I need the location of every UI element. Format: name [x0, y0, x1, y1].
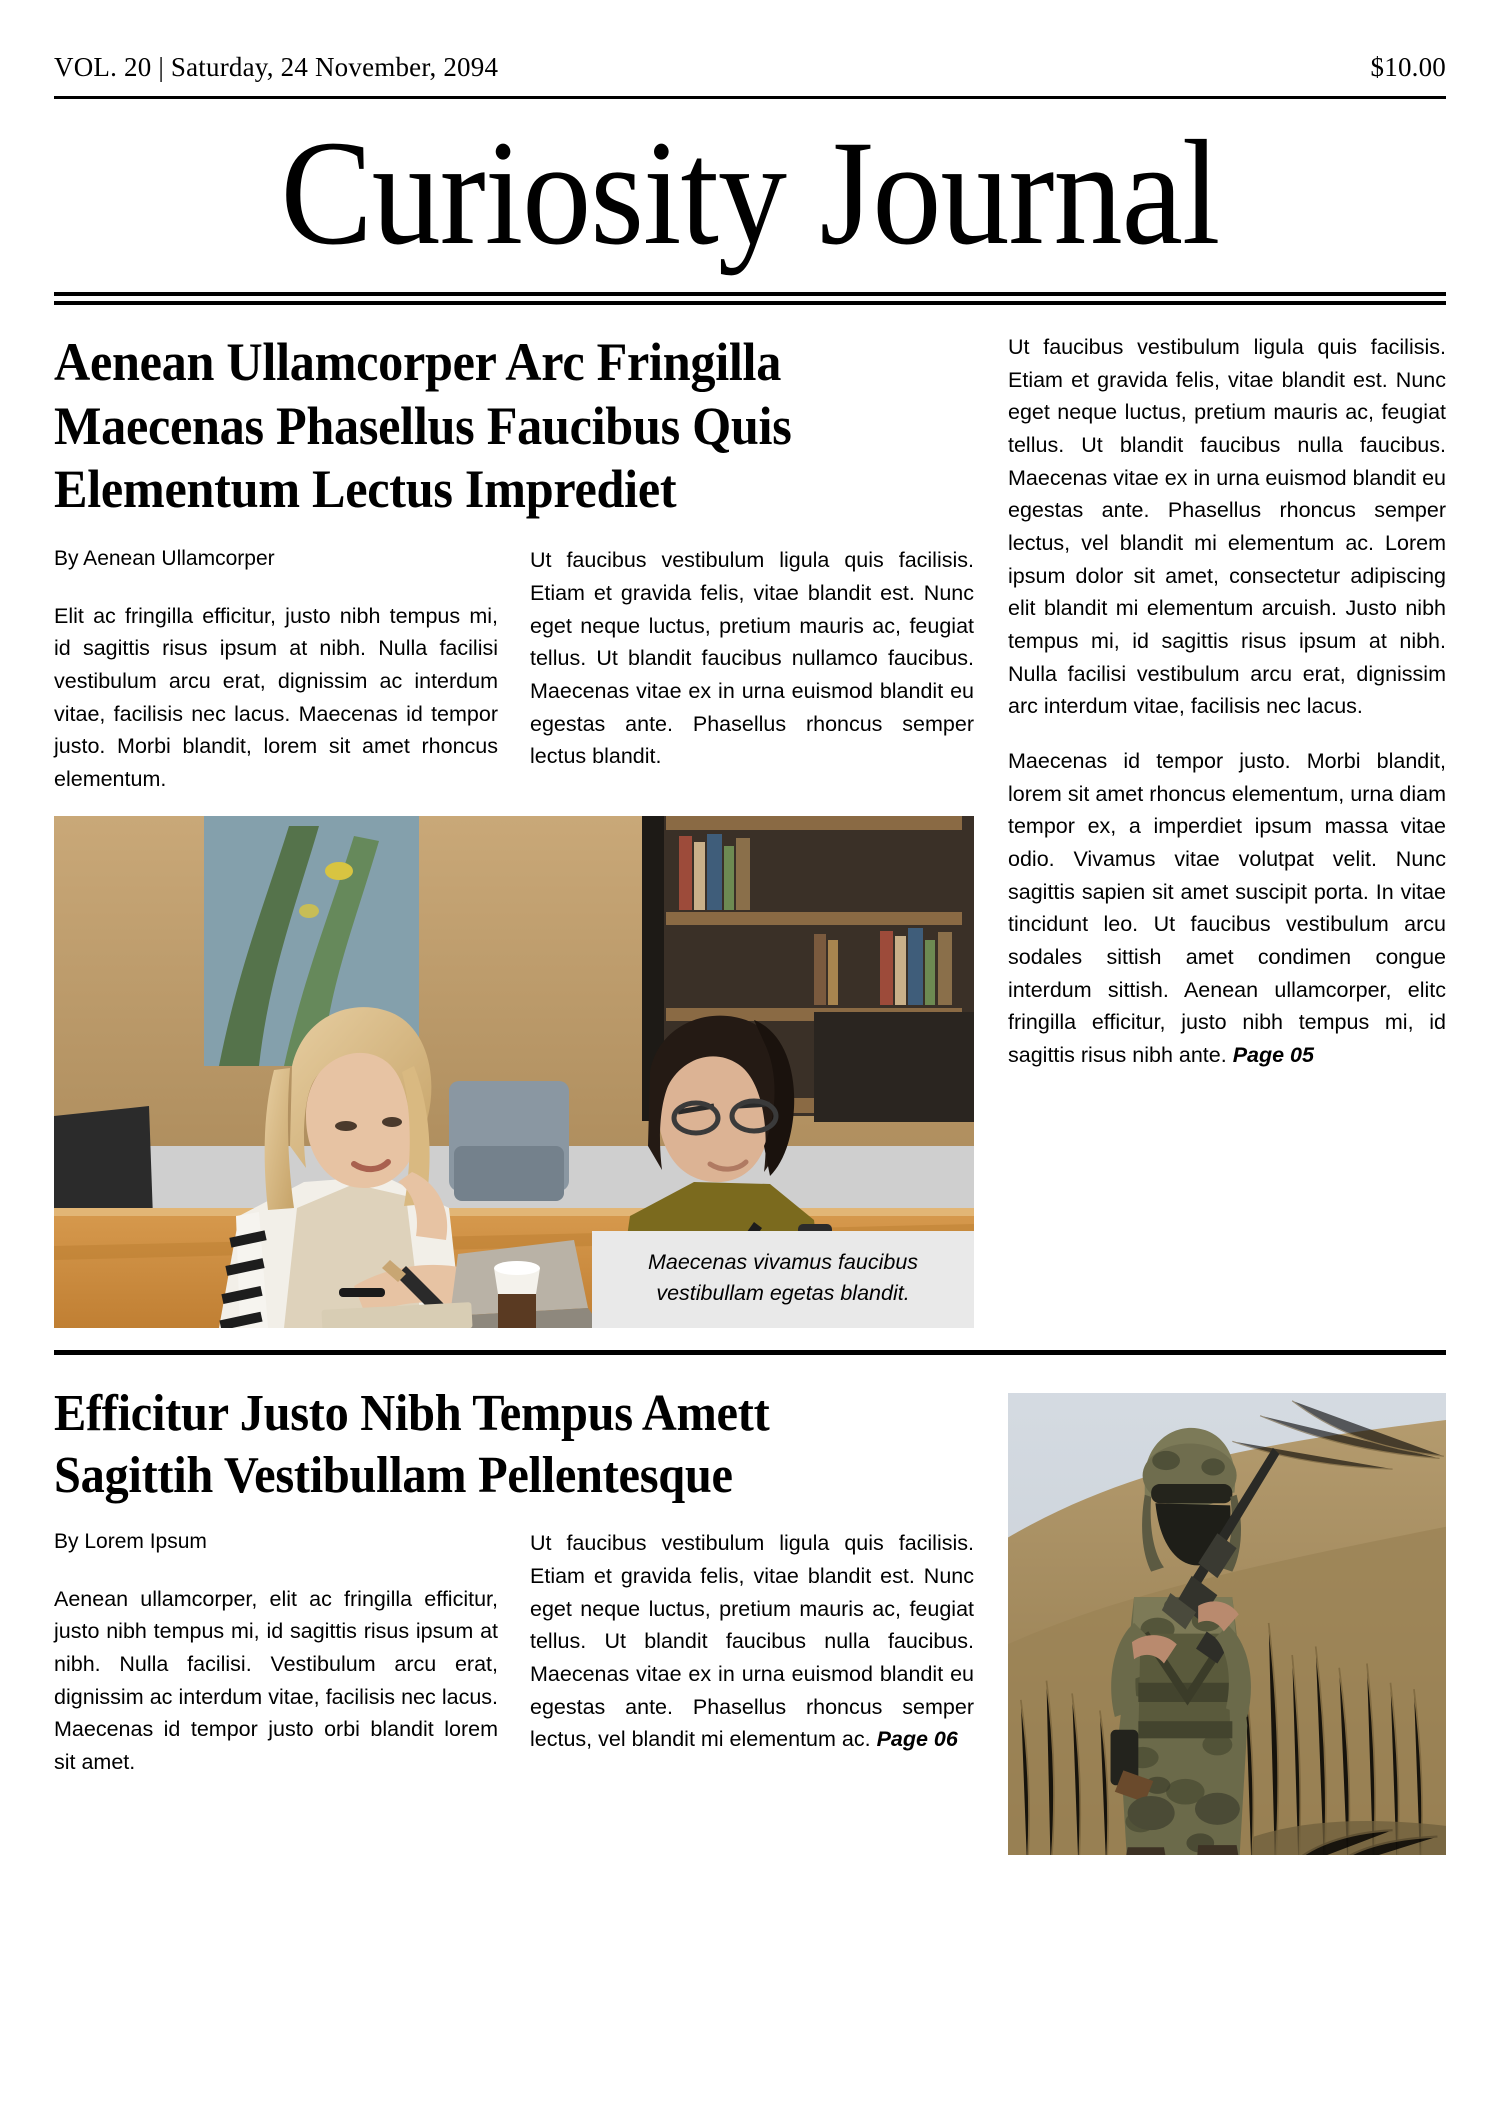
- lead-article-photo-caption: Maecenas vivamus faucibus vestibullam egetas blandit.: [592, 1231, 974, 1327]
- second-article-paragraph-text: Ut faucibus vestibulum ligula quis facilisis. Etiam et gravida felis, vitae blandit est. Nunc eget neque luctus, pretium mauris ac, feugiat tellus. Ut blandit faucibus nulla faucibus. Maecenas vitae ex in urna euismod blandit eu egestas ante. Phasellus rhoncus semper lectus, vel blandit mi elementum ac.: [530, 1531, 974, 1752]
- lead-article-main-block: [54, 331, 974, 1328]
- lead-article-paragraph: Elit ac fringilla efficitur, justo nibh tempus mi, id sagittis risus ipsum at nibh. Nulla facilisi vestibulum arcu erat, dignissim ac interdum vitae, facilisis nec lacus. Maecenas id tempor justo. Morbi blandit, lorem sit amet rhoncus elementum.: [54, 603, 498, 791]
- lead-article-photo: [54, 816, 974, 1328]
- second-article-byline: By Lorem Ipsum: [54, 1530, 207, 1554]
- lead-article-column-3: [1008, 331, 1446, 1328]
- lead-article-jump-reference[interactable]: Page 05: [1232, 1043, 1314, 1068]
- lead-article-headline: Aenean Ullamcorper Arc Fringilla Maecenas Phasellus Faucibus Quis Elementum Lectus Imprediet: [54, 332, 792, 520]
- lead-article-paragraph-text: Maecenas id tempor justo. Morbi blandit, lorem sit amet rhoncus elementum, urna diam tempor ex, a imperdiet ipsum massa vitae odio. Vivamus vitae volutpat velit. Nunc sagittis sapien sit amet suscipit porta. In vitae tincidunt leo. Ut faucibus vestibulum arcu sodales sittish amet condimen congue interdum sittish. Aenean ullamcorper, elitc fringilla efficitur, justo nibh tempus mi, id sagittis risus nibh ante.: [1008, 749, 1446, 1068]
- second-article-headline: Efficitur Justo Nibh Tempus Amett Sagittih Vestibullam Pellentesque: [54, 1384, 770, 1504]
- second-article-photo: [1008, 1393, 1446, 1855]
- volume-date-text: VOL. 20 | Saturday, 24 November, 2094: [54, 52, 499, 82]
- masthead-bottom-double-rule: [54, 292, 1446, 305]
- lead-article: [54, 305, 1446, 1328]
- article-divider-wrap: [54, 1328, 1446, 1355]
- masthead-top-rule: [54, 96, 1446, 99]
- lead-article-column-2: [530, 544, 974, 795]
- lead-article-paragraph-with-jump: [1008, 745, 1446, 1072]
- lead-article-columns: [54, 544, 974, 795]
- second-article-jump-reference[interactable]: Page 06: [876, 1727, 958, 1752]
- second-article: [54, 1355, 1446, 1855]
- lead-article-paragraph: Ut faucibus vestibulum ligula quis facilisis. Etiam et gravida felis, vitae blandit est. Nunc eget neque luctus, pretium mauris ac, feugiat tellus. Ut blandit faucibus nulla faucibus. Maecenas vitae ex in urna euismod blandit eu egestas ante. Phasellus rhoncus semper lectus, vel blandit mi elementum ac. Lorem ipsum dolor sit amet, consectetur adipiscing elit blandit mi elementum arcuish. Justo nibh tempus mi, id sagittis risus ipsum at nibh. Nulla facilisi vestibulum arcu erat, dignissim arc interdum vitae, facilisis nec lacus.: [1008, 335, 1446, 719]
- second-article-column-1: [54, 1527, 498, 1778]
- lead-article-byline: By Aenean Ullamcorper: [54, 547, 275, 571]
- second-article-photo-block: [1008, 1383, 1446, 1855]
- lead-article-column-1: [54, 544, 498, 795]
- second-article-column-2: [530, 1527, 974, 1778]
- masthead-dateline: [54, 52, 1446, 96]
- newspaper-title: Curiosity Journal: [280, 110, 1220, 276]
- lead-article-paragraph: Ut faucibus vestibulum ligula quis facilisis. Etiam et gravida felis, vitae blandit est. Nunc eget neque luctus, pretium mauris ac, feugiat tellus. Ut blandit faucibus nullamco faucibus. Maecenas vitae ex in urna euismod blandit eu egestas ante. Phasellus rhoncus semper lectus blandit.: [530, 548, 974, 769]
- second-article-paragraph: Aenean ullamcorper, elit ac fringilla efficitur, justo nibh tempus mi, id sagittis risus ipsum at nibh. Nulla facilisi. Vestibulum arcu erat, dignissim ac interdum vitae, facilisis nec lacus. Maecenas id tempor justo orbi blandit lorem sit amet.: [54, 1586, 498, 1775]
- second-article-main-block: [54, 1383, 974, 1855]
- price-text: $10.00: [1370, 52, 1446, 82]
- second-article-columns: [54, 1527, 974, 1778]
- second-article-paragraph-with-jump: [530, 1527, 974, 1756]
- soldier-in-field-illustration: [1008, 1393, 1446, 1855]
